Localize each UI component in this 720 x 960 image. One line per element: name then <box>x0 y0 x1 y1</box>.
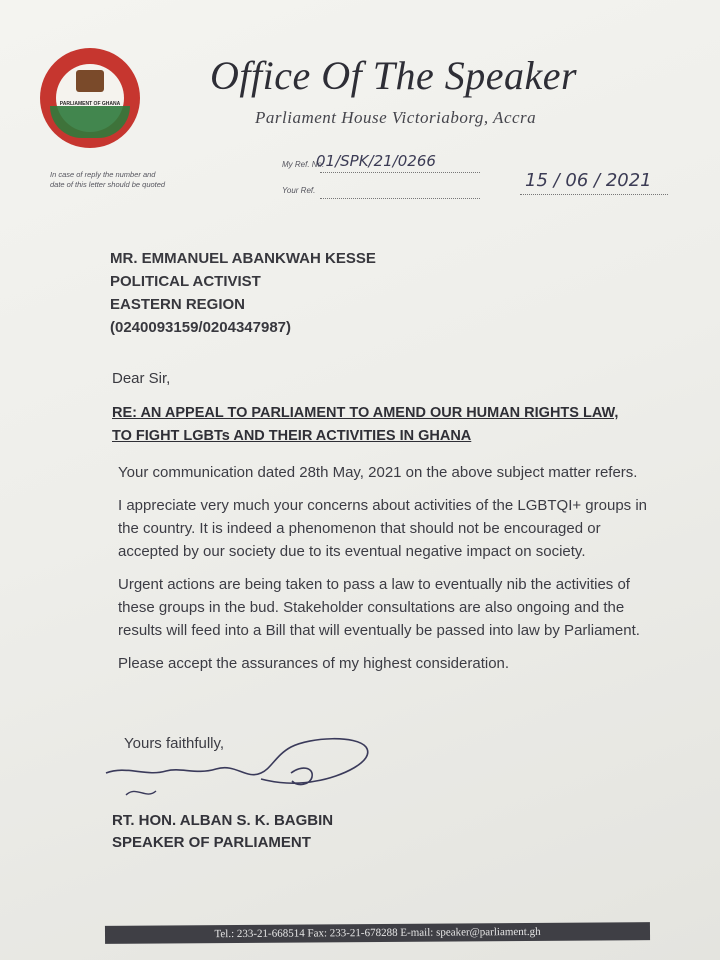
paragraph-4: Please accept the assurances of my highest consideration. <box>118 655 510 672</box>
letter-date: 15 / 06 / 2021 <box>525 170 652 191</box>
addressee-block <box>110 247 376 339</box>
mace-emblem-icon <box>76 70 104 92</box>
paragraph-1: Your communication dated 28th May, 2021 on the above subject matter refers. <box>118 464 638 481</box>
addressee-name: MR. EMMANUEL ABANKWAH KESSE <box>110 250 376 267</box>
signer-name: RT. HON. ALBAN S. K. BAGBIN <box>112 812 334 829</box>
signer-block <box>112 810 333 854</box>
your-ref-label: Your Ref. <box>282 186 316 195</box>
subject-line-2: TO FIGHT LGBTs AND THEIR ACTIVITIES IN GHANA <box>112 428 472 444</box>
reference-block <box>282 152 436 212</box>
handwritten-signature <box>86 725 386 815</box>
signer-position: SPEAKER OF PARLIAMENT <box>112 834 311 851</box>
subject-heading <box>112 402 672 448</box>
reply-note: In case of reply the number and date of this letter should be quoted <box>50 170 166 189</box>
subject-line-1: RE: AN APPEAL TO PARLIAMENT TO AMEND OUR HUMAN RIGHTS LAW, <box>112 405 619 421</box>
office-title: Office Of The Speaker <box>210 53 578 98</box>
paragraph-3: Urgent actions are being taken to pass a law to eventually nib the activities of these groups in the bud. Stakeholder consultations are also ongoing and the results will feed into a Bill that will eventually be passed into law by Parliament. <box>118 576 640 639</box>
closing: Yours faithfully, <box>124 735 225 752</box>
addressee-title: POLITICAL ACTIVIST <box>110 273 261 290</box>
seal-text: PARLIAMENT OF GHANA <box>59 101 121 107</box>
my-ref-value: 01/SPK/21/0266 <box>316 152 436 170</box>
my-ref-label: My Ref. No. <box>282 160 325 169</box>
office-address: Parliament House Victoriaborg, Accra <box>255 108 537 127</box>
footer-contact-bar: Tel.: 233-21-668514 Fax: 233-21-678288 E-mail: speaker@parliament.gh <box>105 922 650 944</box>
paragraph-2: I appreciate very much your concerns about activities of the LGBTQI+ groups in the country. It is indeed a phenomenon that should not be encouraged or accepted by our society due to its eventual negative impact on society. <box>118 497 648 560</box>
salutation: Dear Sir, <box>112 370 171 387</box>
letter-body <box>118 461 658 685</box>
addressee-region: EASTERN REGION <box>110 296 246 313</box>
addressee-phone: (0240093159/0204347987) <box>110 319 292 336</box>
parliament-seal <box>40 48 140 148</box>
